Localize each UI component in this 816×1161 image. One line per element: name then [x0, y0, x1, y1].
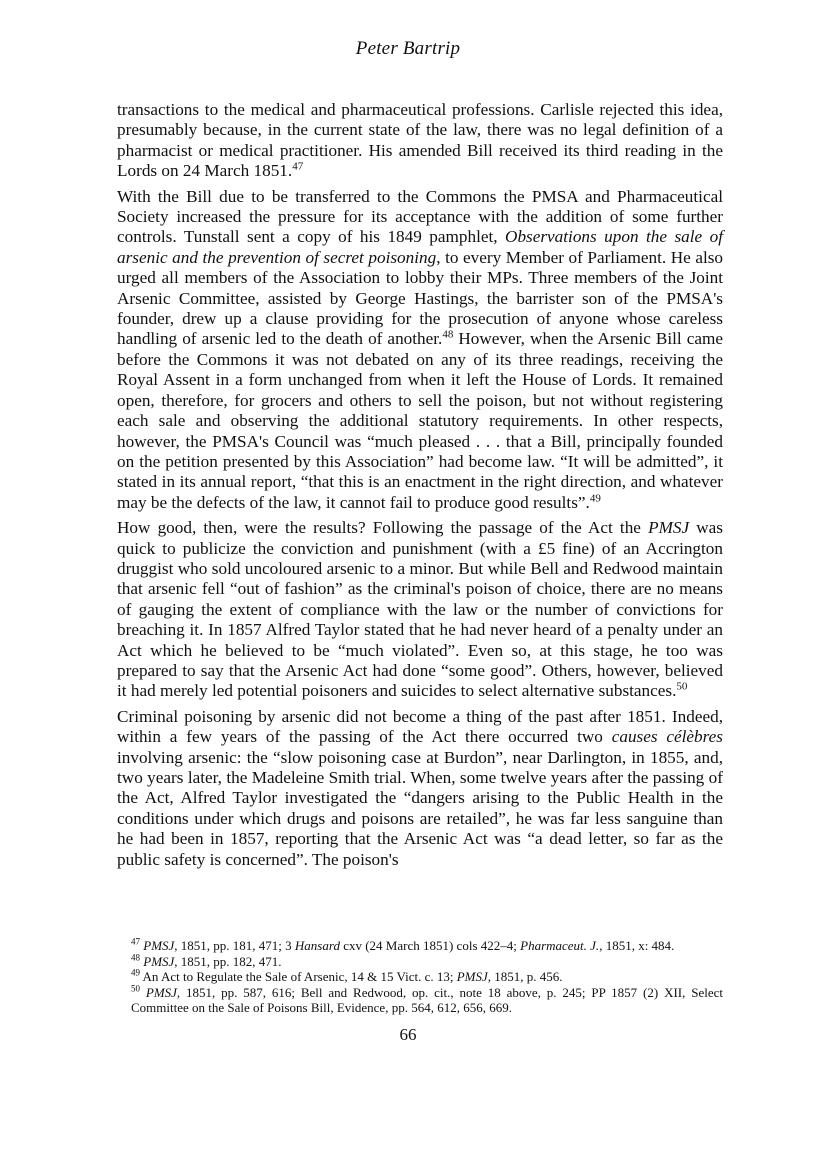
footnote-ref: 48 [442, 328, 454, 341]
text-run: was quick to publicize the conviction and punishment (with a £5 fine) of an Accrington druggist who sold uncoloured arsenic to a minor. But while Bell and Redwood maintain that arsenic fell “out of fashion” as the criminal's poison of choice, there are no means of gauging the extent of compliance with the law or the number of convictions for breaching it. In 1857 Alfred Taylor stated that he had never heard of a penalty under an Act which he believed to be “much violated”. Even so, at this stage, he too was prepared to say that the Arsenic Act had done “some good”. Others, however, believed it had merely led potential poisoners and suicides to select alternative substances. [117, 518, 724, 701]
text-run: , 1851, pp. 182, 471. [174, 953, 282, 969]
text-run: involving arsenic: the “slow poisoning case at Burdon”, near Darlington, in 1855, and, two years later, the Madeleine Smith trial. When, some twelve years after the passing of the Act, Alfred Taylor investigated the “dangers arising to the Public Health in the conditions under which drugs and poisons are retailed”, he was far less sanguine than he had been in 1857, reporting that the Arsenic Act was “a dead letter, so far as the public safety is concerned”. The poison's [117, 747, 723, 869]
italic-text: PMSJ [456, 969, 488, 985]
footnote-ref: 47 [292, 160, 304, 173]
footnote-number: 48 [131, 952, 140, 963]
italic-text: causes célèbres [611, 727, 723, 747]
footnote-ref: 50 [676, 680, 688, 693]
text-run: transactions to the medical and pharmaceutical professions. Carlisle rejected this idea, presumably because, in the current state of the law, there was no legal definition of a pharmacist or medical practitioner. His amended Bill received its third reading in the Lords on 24 March 1851. [117, 100, 723, 181]
page-number: 66 [399, 1025, 417, 1044]
text-run: , to every Member of Parliament. He also urged all members of the Association to lobby their MPs. Three members of the Joint Arsenic Committee, assisted by George Hastings, the barrister son of the PMSA's founder, drew up a clause providing for the prosecution of anyone whose careless handling of arsenic led to the death of another. [117, 247, 724, 349]
paragraph [117, 100, 723, 182]
text-run: , 1851, p. 456. [487, 969, 563, 985]
text-run: An Act to Regulate the Sale of Arsenic, 14 & 15 Vict. c. 13; [142, 969, 457, 985]
body-text [117, 100, 723, 875]
italic-text: PMSJ [143, 938, 175, 953]
text-run: , 1851, x: 484. [599, 938, 675, 953]
text-run: How good, then, were the results? Following the passage of the Act the [117, 518, 649, 538]
paragraph [117, 707, 723, 870]
footnotes [117, 938, 723, 1016]
footnote-ref: 49 [589, 491, 601, 504]
footnote-number: 50 [131, 983, 140, 994]
italic-text: PMSJ [145, 984, 177, 1000]
italic-text: Observations upon the sale of arsenic and the prevention of secret poisoning [117, 227, 723, 267]
text-run: Criminal poisoning by arsenic did not become a thing of the past after 1851. Indeed, within a few years of the passing of the Act there occurred two [117, 706, 723, 747]
text-run: , 1851, pp. 587, 616; Bell and Redwood, op. cit., note 18 above, p. 245; PP 1857 (2) XII, Select Committee on the Sale of Poisons Bill, Evidence, pp. 564, 612, 656, 669. [131, 984, 723, 1016]
text-run: However, when the Arsenic Bill came before the Commons it was not debated on any of its three readings, receiving the Royal Assent in a form unchanged from when it left the House of Lords. It remained open, therefore, for grocers and others to sell the poison, but not without registering each sale and observing the additional statutory requirements. In other respects, however, the PMSA's Council was “much pleased . . . that a Bill, principally founded on the petition presented by this Association” had become law. “It will be admitted”, it stated in its annual report, “that this is an enactment in the right direction, and whatever may be the defects of the law, it cannot fail to produce good results”. [117, 329, 724, 512]
paragraph [117, 518, 723, 702]
italic-text: PMSJ [143, 953, 175, 969]
text-run: cxv (24 March 1851) cols 422–4; [339, 938, 521, 953]
footnote [117, 985, 723, 1016]
text-run: , 1851, pp. 181, 471; 3 [174, 938, 295, 953]
italic-text: Pharmaceut. J. [520, 938, 600, 953]
footnote [117, 954, 723, 970]
footnote-number: 47 [131, 936, 140, 947]
paragraph [117, 187, 723, 514]
italic-text: PMSJ [648, 518, 690, 538]
footnote-number: 49 [131, 967, 140, 978]
footnote [117, 969, 723, 985]
text-run: With the Bill due to be transferred to the Commons the PMSA and Pharmaceutical Society increased the pressure for its acceptance with the addition of some further controls. Tunstall sent a copy of his 1849 pamphlet, [117, 186, 723, 247]
running-head: Peter Bartrip [355, 38, 461, 59]
footnote [117, 938, 723, 954]
italic-text: Hansard [294, 938, 340, 953]
